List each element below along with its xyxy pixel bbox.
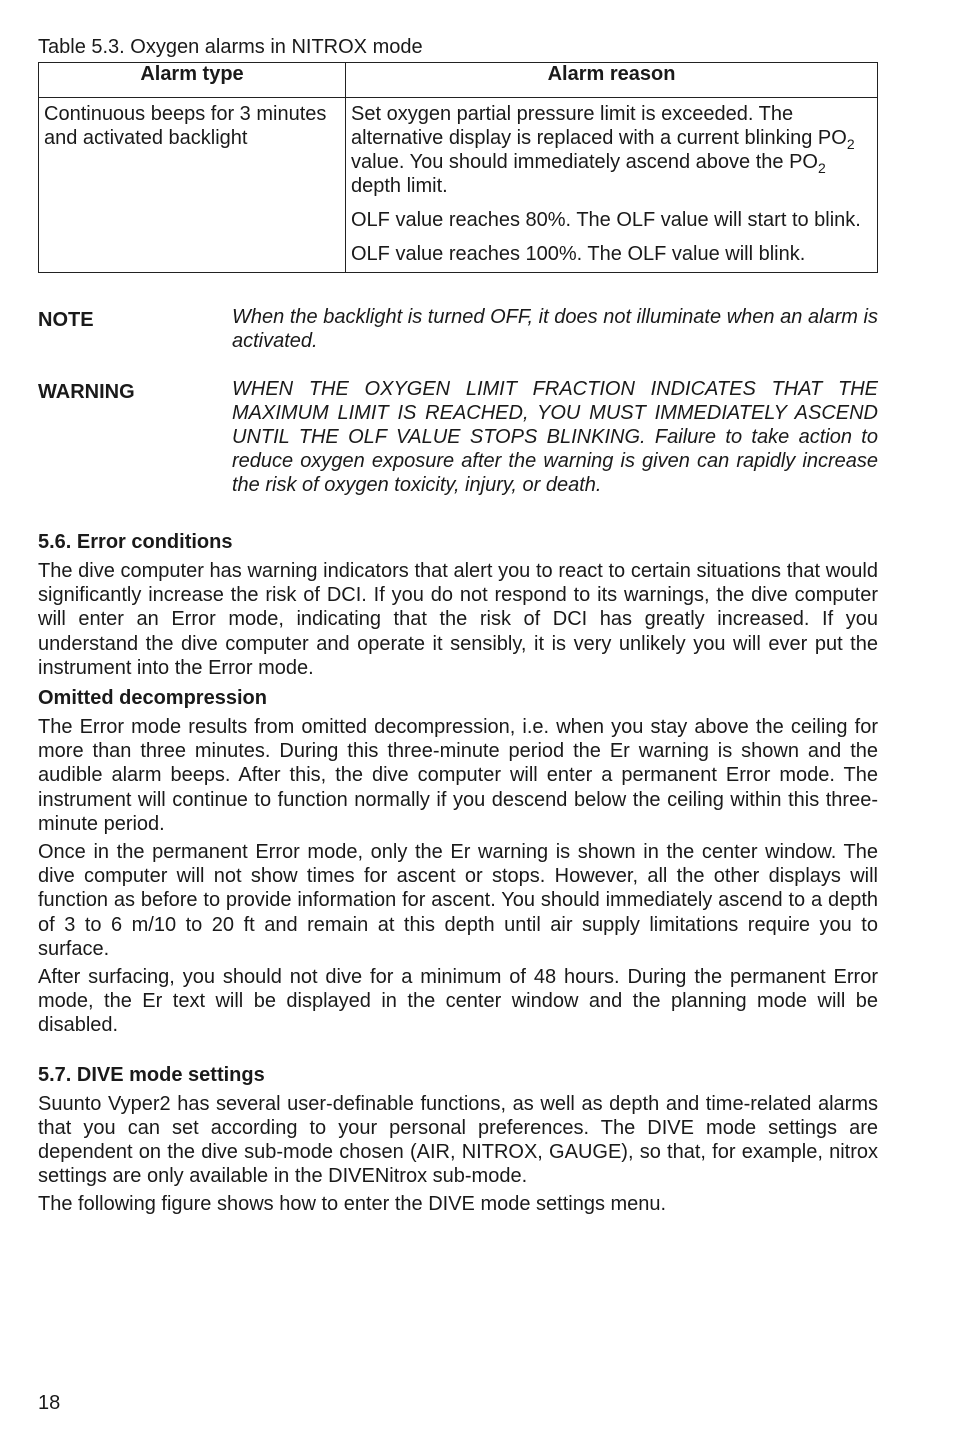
table-header-row — [39, 63, 878, 98]
reason-po2 — [351, 102, 872, 198]
po2-subscript: 2 — [817, 160, 826, 176]
table-caption: Table 5.3. Oxygen alarms in NITROX mode — [38, 36, 423, 58]
note-callout — [38, 305, 878, 353]
warning-label: WARNING — [38, 381, 135, 403]
column-header-alarm-reason: Alarm reason — [346, 63, 878, 98]
warning-text: WHEN THE OXYGEN LIMIT FRACTION INDICATES THAT THE MAXIMUM LIMIT IS REACHED, YOU MUST IMMEDIATELY ASCEND UNTIL THE OLF VALUE STOPS BLINKING. Failure to take action to reduce oxygen exposure after the warning is given can rapidly increase the risk of oxygen toxicity, injury, or death. — [232, 378, 878, 496]
dive-mode-paragraph-2: The following figure shows how to enter the DIVE mode settings menu. — [38, 1193, 667, 1216]
dive-mode-paragraph-1: Suunto Vyper2 has several user-definable functions, as well as depth and time-related alarms that you can set according to your personal preferences. The DIVE mode settings are dependent on the dive sub-mode chosen (AIR, NITROX, GAUGE), so that, for example, nitrox settings are only available in the DIVENitrox sub-mode. — [38, 1092, 878, 1188]
page-content — [38, 34, 878, 1217]
subheading-omitted-decompression: Omitted decompression — [38, 687, 267, 710]
reason-po2-text-b: value. You should immediately ascend above the PO — [351, 151, 818, 173]
reason-olf-100: OLF value reaches 100%. The OLF value will blink. — [351, 243, 806, 265]
reason-po2-text-c: depth limit. — [351, 175, 448, 197]
reason-olf-80: OLF value reaches 80%. The OLF value will start to blink. — [351, 209, 861, 231]
section-heading-error-conditions: 5.6. Error conditions — [38, 531, 233, 553]
omitted-decompression-paragraph-1: The Error mode results from omitted decompression, i.e. when you stay above the ceiling for more than three minutes. During this three-minute period the Er warning is shown and the audible alarm beeps. After this, the dive computer will enter a permanent Error mode. The instrument will continue to function normally if you descend below the ceiling within this three-minute period. — [38, 716, 878, 835]
note-label: NOTE — [38, 309, 94, 331]
error-intro-paragraph: The dive computer has warning indicators that alert you to react to certain situations that would significantly increase the risk of DCI. If you do not respond to its warnings, the dive computer will enter an Error mode, indicating that the risk of DCI has greatly increased. If you understand the dive computer and operate it sensibly, it is very unlikely you will ever put the instrument into the Error mode. — [38, 560, 878, 679]
omitted-decompression-paragraph-3: After surfacing, you should not dive for a minimum of 48 hours. During the permanent Error mode, the Er text will be displayed in the center window and the planning mode will be disabled. — [38, 966, 878, 1037]
column-header-alarm-type: Alarm type — [39, 63, 346, 98]
page-number: 18 — [38, 1392, 61, 1414]
table-row — [39, 98, 878, 273]
alarm-reason-cell — [346, 98, 878, 273]
oxygen-alarms-table — [38, 62, 878, 273]
warning-callout — [38, 377, 878, 497]
omitted-decompression-paragraph-2: Once in the permanent Error mode, only the Er warning is shown in the center window. The dive computer will not show times for ascent or stops. However, all the other displays will function as before to provide information for ascent. You should immediately ascend to a depth of 3 to 6 m/10 to 20 ft and remain at this depth until air supply limitations require you to surface. — [38, 841, 878, 960]
section-heading-dive-mode-settings: 5.7. DIVE mode settings — [38, 1063, 265, 1086]
alarm-type-cell: Continuous beeps for 3 minutes and activated backlight — [39, 98, 346, 273]
po2-subscript: 2 — [846, 136, 855, 152]
reason-po2-text-a: Set oxygen partial pressure limit is exceeded. The alternative display is replaced with a current blinking PO — [351, 103, 847, 149]
note-text: When the backlight is turned OFF, it does not illuminate when an alarm is activated. — [232, 306, 878, 352]
